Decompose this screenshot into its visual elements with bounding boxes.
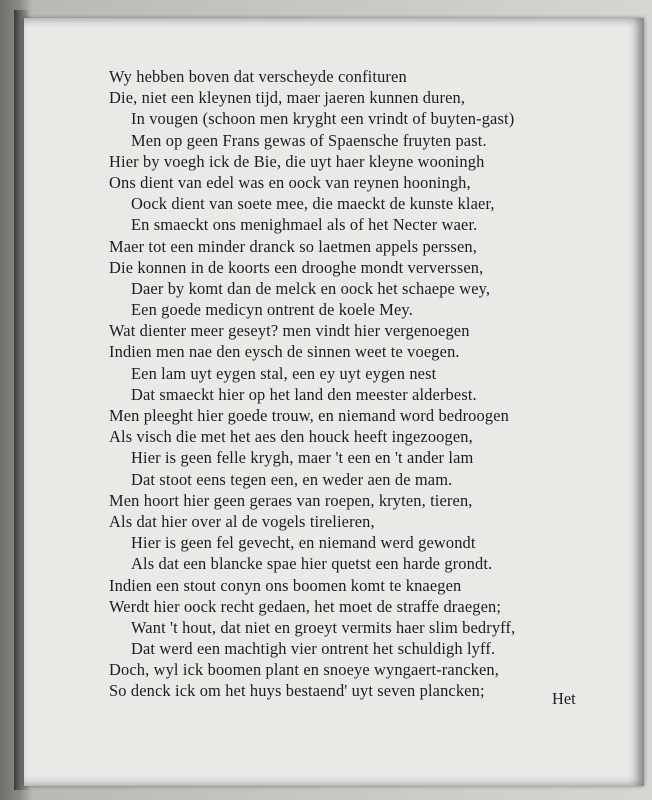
poem-line: So denck ick om het huys bestaend' uyt seven plancken;: [109, 681, 485, 701]
poem-line: Werdt hier oock recht gedaen, het moet de straffe draegen;: [109, 596, 502, 616]
poem-line: Dat stoot eens tegen een, en weder aen de mam.: [131, 469, 453, 489]
poem-line: Hier is geen felle krygh, maer 't een en 't ander lam: [131, 448, 474, 468]
poem-line: Indien een stout conyn ons boomen komt te knaegen: [109, 575, 462, 595]
poem-line: Dat smaeckt hier op het land den meester alderbest.: [131, 384, 477, 404]
poem-line: Ons dient van edel was en oock van reynen hooningh,: [109, 172, 471, 192]
poem-line: Als visch die met het aes den houck heeft ingezoogen,: [109, 427, 473, 447]
poem-line: Men pleeght hier goede trouw, en niemand word bedroogen: [109, 406, 509, 425]
poem-line: Hier is geen fel gevecht, en niemand werd gewondt: [131, 533, 476, 553]
poem-line: Wat dienter meer geseyt? men vindt hier vergenoegen: [109, 321, 470, 341]
poem-line: Die konnen in de koorts een drooghe mondt ververssen,: [109, 257, 484, 277]
poem-line: En smaeckt ons menighmael als of het Necter waer.: [131, 215, 478, 235]
poem-line: Als dat hier over al de vogels tirelieren,: [109, 511, 375, 531]
poem-line: Een lam uyt eygen stal, een ey uyt eygen nest: [131, 363, 437, 383]
poem-line: Indien men nae den eysch de sinnen weet te voegen.: [109, 342, 460, 362]
poem-line: Doch, wyl ick boomen plant en snoeye wyngaert-rancken,: [109, 660, 499, 680]
poem-line: Want 't hout, dat niet en groeyt vermits haer slim bedryff,: [131, 617, 516, 637]
poem-line: Als dat een blancke spae hier quetst een harde grondt.: [131, 554, 493, 574]
poem-line: In vougen (schoon men kryght een vrindt of buyten-gast): [131, 109, 515, 129]
poem-line: Hier by voegh ick de Bie, die uyt haer kleyne wooningh: [109, 151, 485, 171]
poem-line: Oock dient van soete mee, die maeckt de kunste klaer,: [131, 194, 495, 214]
poem-text: [109, 66, 619, 702]
poem-line: Men op geen Frans gewas of Spaensche fruyten past.: [131, 130, 487, 150]
poem-line: Maer tot een minder dranck so laetmen appels perssen,: [109, 236, 477, 256]
poem-line: Een goede medicyn ontrent de koele Mey.: [131, 300, 413, 320]
poem-line: Daer by komt dan de melck en oock het schaepe wey,: [131, 278, 491, 298]
poem-line: Men hoort hier geen geraes van roepen, kryten, tieren,: [109, 490, 473, 510]
poem-line: Wy hebben boven dat verscheyde confituren: [109, 67, 407, 86]
poem-line: Dat werd een machtigh vier ontrent het schuldigh lyff.: [131, 639, 496, 659]
poem-line: Die, niet een kleynen tijd, maer jaeren kunnen duren,: [109, 88, 466, 108]
catchword: Het: [552, 689, 576, 708]
